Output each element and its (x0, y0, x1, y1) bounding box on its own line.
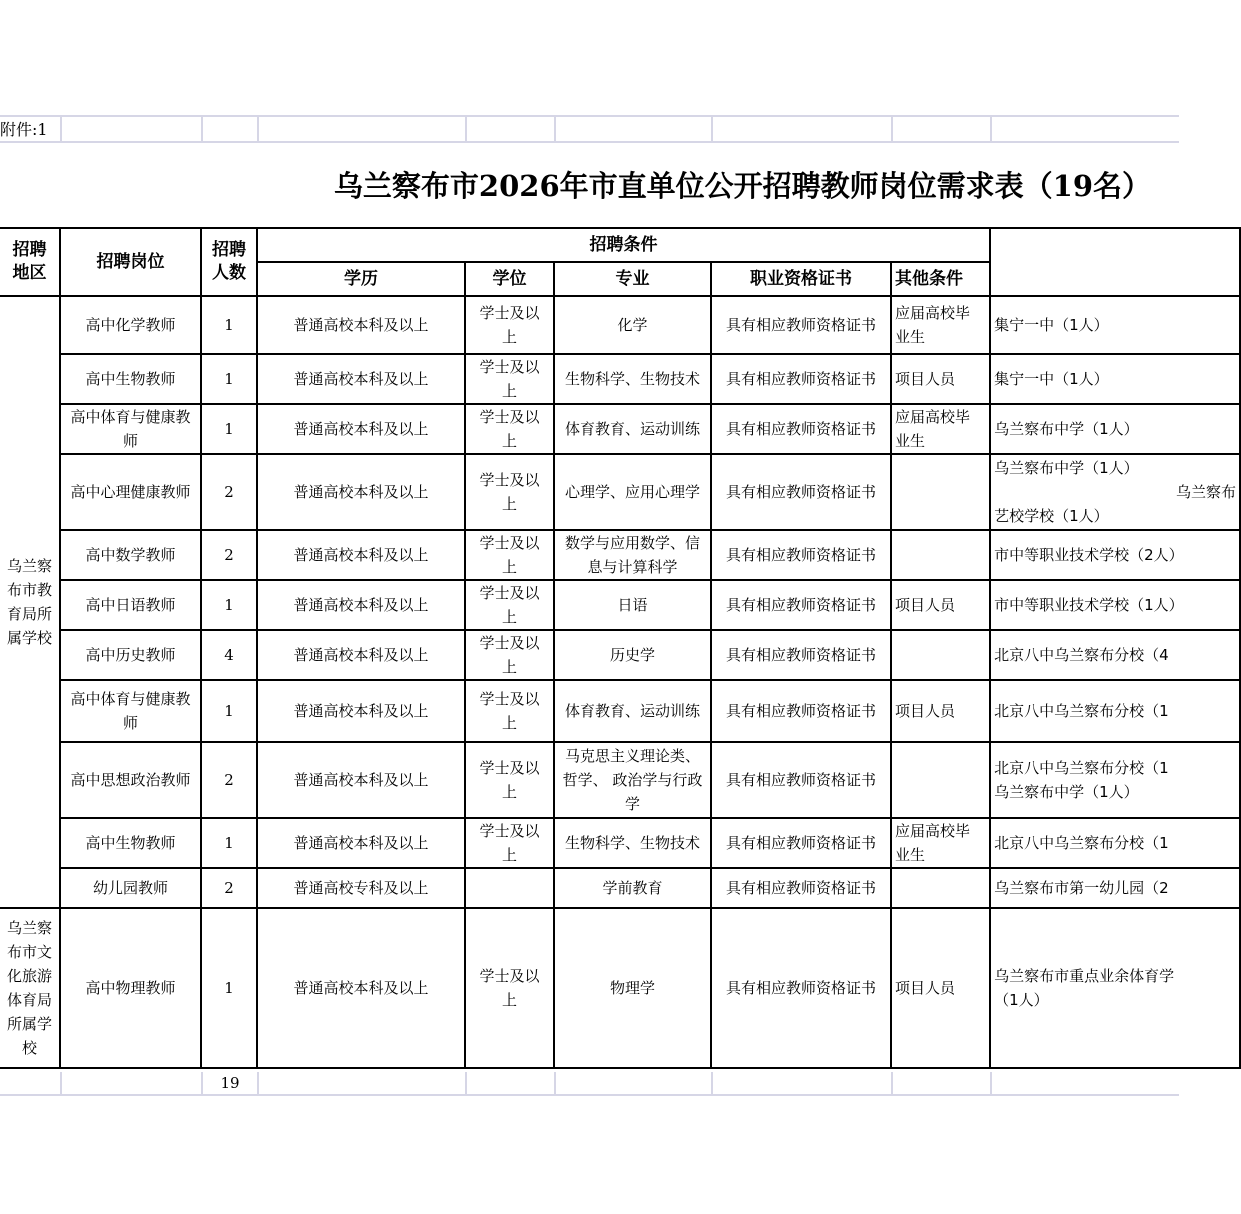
position-cell: 高中心理健康教师 (60, 454, 201, 530)
other-cell (891, 742, 990, 818)
sheet-gridline (0, 115, 1179, 117)
position-cell: 幼儿园教师 (60, 868, 201, 908)
certificate-cell: 具有相应教师资格证书 (711, 908, 891, 1068)
major-cell: 日语 (554, 580, 711, 630)
sheet-gridline (0, 141, 1179, 143)
major-cell: 心理学、应用心理学 (554, 454, 711, 530)
recruitment-table (0, 227, 1241, 1069)
certificate-cell: 具有相应教师资格证书 (711, 818, 891, 868)
major-cell: 马克思主义理论类、 哲学、 政治学与行政 学 (554, 742, 711, 818)
unit-cell: 市中等职业技术学校（2人） (990, 530, 1240, 580)
education-cell: 普通高校本科及以上 (257, 742, 465, 818)
sheet-gridline (554, 115, 556, 142)
other-cell: 项目人员 (891, 354, 990, 404)
certificate-cell: 具有相应教师资格证书 (711, 630, 891, 680)
education-cell: 普通高校本科及以上 (257, 680, 465, 742)
position-cell: 高中体育与健康教 师 (60, 404, 201, 454)
unit-cell: 北京八中乌兰察布分校（1 乌兰察布中学（1人） (990, 742, 1240, 818)
degree-cell: 学士及以 上 (465, 818, 554, 868)
education-cell: 普通高校本科及以上 (257, 908, 465, 1068)
degree-cell: 学士及以 上 (465, 680, 554, 742)
count-cell: 4 (201, 630, 257, 680)
unit-cell: 乌兰察布中学（1人） (990, 404, 1240, 454)
count-cell: 1 (201, 680, 257, 742)
major-cell: 学前教育 (554, 868, 711, 908)
sheet-gridline (201, 115, 203, 142)
other-cell: 应届高校毕 业生 (891, 296, 990, 354)
certificate-cell: 具有相应教师资格证书 (711, 454, 891, 530)
certificate-cell: 具有相应教师资格证书 (711, 868, 891, 908)
sheet-gridline (465, 1072, 467, 1094)
position-cell: 高中化学教师 (60, 296, 201, 354)
count-cell: 2 (201, 530, 257, 580)
unit-cell: 乌兰察布中学（1人） 乌兰察布 艺校学校（1人） (990, 454, 1240, 530)
annex-label: 附件:1 (0, 120, 48, 139)
education-cell: 普通高校本科及以上 (257, 454, 465, 530)
table-row (0, 530, 1240, 580)
total-count: 19 (220, 1074, 240, 1092)
position-cell: 高中体育与健康教 师 (60, 680, 201, 742)
header-other: 其他条件 (891, 262, 990, 296)
table-row (0, 580, 1240, 630)
unit-cell: 乌兰察布市第一幼儿园（2 (990, 868, 1240, 908)
unit-cell: 北京八中乌兰察布分校（1 (990, 818, 1240, 868)
table-row (0, 868, 1240, 908)
header-position: 招聘岗位 (60, 228, 201, 296)
major-cell: 体育教育、运动训练 (554, 404, 711, 454)
degree-cell: 学士及以 上 (465, 908, 554, 1068)
other-cell: 项目人员 (891, 680, 990, 742)
table-row (0, 908, 1240, 1068)
position-cell: 高中物理教师 (60, 908, 201, 1068)
table-row (0, 680, 1240, 742)
education-cell: 普通高校专科及以上 (257, 868, 465, 908)
sheet-gridline (465, 115, 467, 142)
other-cell: 应届高校毕 业生 (891, 404, 990, 454)
sheet-gridline (711, 1072, 713, 1094)
sheet-gridline (990, 1072, 992, 1094)
unit-cell: 乌兰察布市重点业余体育学 （1人） (990, 908, 1240, 1068)
degree-cell: 学士及以 上 (465, 530, 554, 580)
degree-cell: 学士及以 上 (465, 580, 554, 630)
major-cell: 历史学 (554, 630, 711, 680)
count-cell: 1 (201, 404, 257, 454)
count-cell: 1 (201, 296, 257, 354)
position-cell: 高中日语教师 (60, 580, 201, 630)
certificate-cell: 具有相应教师资格证书 (711, 580, 891, 630)
sheet-gridline (60, 1072, 62, 1094)
sheet-gridline (891, 1072, 893, 1094)
unit-cell: 市中等职业技术学校（1人） (990, 580, 1240, 630)
position-cell: 高中历史教师 (60, 630, 201, 680)
other-cell (891, 630, 990, 680)
degree-cell: 学士及以 上 (465, 630, 554, 680)
other-cell (891, 530, 990, 580)
position-cell: 高中生物教师 (60, 818, 201, 868)
header-education: 学历 (257, 262, 465, 296)
position-cell: 高中生物教师 (60, 354, 201, 404)
table-row (0, 354, 1240, 404)
header-degree: 学位 (465, 262, 554, 296)
count-cell: 1 (201, 818, 257, 868)
count-cell: 1 (201, 580, 257, 630)
sheet-gridline (257, 115, 259, 142)
header-count: 招聘 人数 (201, 228, 257, 296)
header-conditions: 招聘条件 (257, 228, 990, 262)
degree-cell: 学士及以 上 (465, 742, 554, 818)
education-cell: 普通高校本科及以上 (257, 354, 465, 404)
header-major: 专业 (554, 262, 711, 296)
certificate-cell: 具有相应教师资格证书 (711, 530, 891, 580)
count-cell: 1 (201, 354, 257, 404)
other-cell (891, 454, 990, 530)
page-title: 乌兰察布市2026年市直单位公开招聘教师岗位需求表（19名） (333, 169, 1151, 203)
unit-cell: 北京八中乌兰察布分校（1 (990, 680, 1240, 742)
certificate-cell: 具有相应教师资格证书 (711, 354, 891, 404)
certificate-cell: 具有相应教师资格证书 (711, 742, 891, 818)
table-row (0, 630, 1240, 680)
education-cell: 普通高校本科及以上 (257, 818, 465, 868)
position-cell: 高中思想政治教师 (60, 742, 201, 818)
major-cell: 化学 (554, 296, 711, 354)
certificate-cell: 具有相应教师资格证书 (711, 296, 891, 354)
count-cell: 2 (201, 868, 257, 908)
sheet-gridline (60, 115, 62, 142)
unit-cell: 集宁一中（1人） (990, 354, 1240, 404)
other-cell: 项目人员 (891, 580, 990, 630)
education-cell: 普通高校本科及以上 (257, 630, 465, 680)
other-cell (891, 868, 990, 908)
education-cell: 普通高校本科及以上 (257, 296, 465, 354)
sheet-gridline (711, 115, 713, 142)
certificate-cell: 具有相应教师资格证书 (711, 680, 891, 742)
degree-cell: 学士及以 上 (465, 404, 554, 454)
count-cell: 1 (201, 908, 257, 1068)
table-row (0, 742, 1240, 818)
education-cell: 普通高校本科及以上 (257, 580, 465, 630)
other-cell: 项目人员 (891, 908, 990, 1068)
degree-cell: 学士及以 上 (465, 454, 554, 530)
table-row (0, 454, 1240, 530)
major-cell: 数学与应用数学、信 息与计算科学 (554, 530, 711, 580)
table-row (0, 818, 1240, 868)
major-cell: 物理学 (554, 908, 711, 1068)
region-cell: 乌兰察 布市教 育局所 属学校 (0, 296, 60, 908)
education-cell: 普通高校本科及以上 (257, 530, 465, 580)
education-cell: 普通高校本科及以上 (257, 404, 465, 454)
degree-cell: 学士及以 上 (465, 354, 554, 404)
header-region: 招聘 地区 (0, 228, 60, 296)
table-row (0, 296, 1240, 354)
header-certificate: 职业资格证书 (711, 262, 891, 296)
sheet-gridline (0, 1094, 1179, 1096)
header-unit (990, 228, 1240, 296)
count-cell: 2 (201, 454, 257, 530)
position-cell: 高中数学教师 (60, 530, 201, 580)
other-cell: 应届高校毕 业生 (891, 818, 990, 868)
degree-cell (465, 868, 554, 908)
degree-cell: 学士及以 上 (465, 296, 554, 354)
count-cell: 2 (201, 742, 257, 818)
region-cell: 乌兰察 布市文 化旅游 体育局 所属学 校 (0, 908, 60, 1068)
major-cell: 生物科学、生物技术 (554, 354, 711, 404)
major-cell: 体育教育、运动训练 (554, 680, 711, 742)
major-cell: 生物科学、生物技术 (554, 818, 711, 868)
sheet-gridline (891, 115, 893, 142)
sheet-gridline (554, 1072, 556, 1094)
unit-cell: 北京八中乌兰察布分校（4 (990, 630, 1240, 680)
certificate-cell: 具有相应教师资格证书 (711, 404, 891, 454)
sheet-gridline (990, 115, 992, 142)
table-row (0, 404, 1240, 454)
unit-cell: 集宁一中（1人） (990, 296, 1240, 354)
